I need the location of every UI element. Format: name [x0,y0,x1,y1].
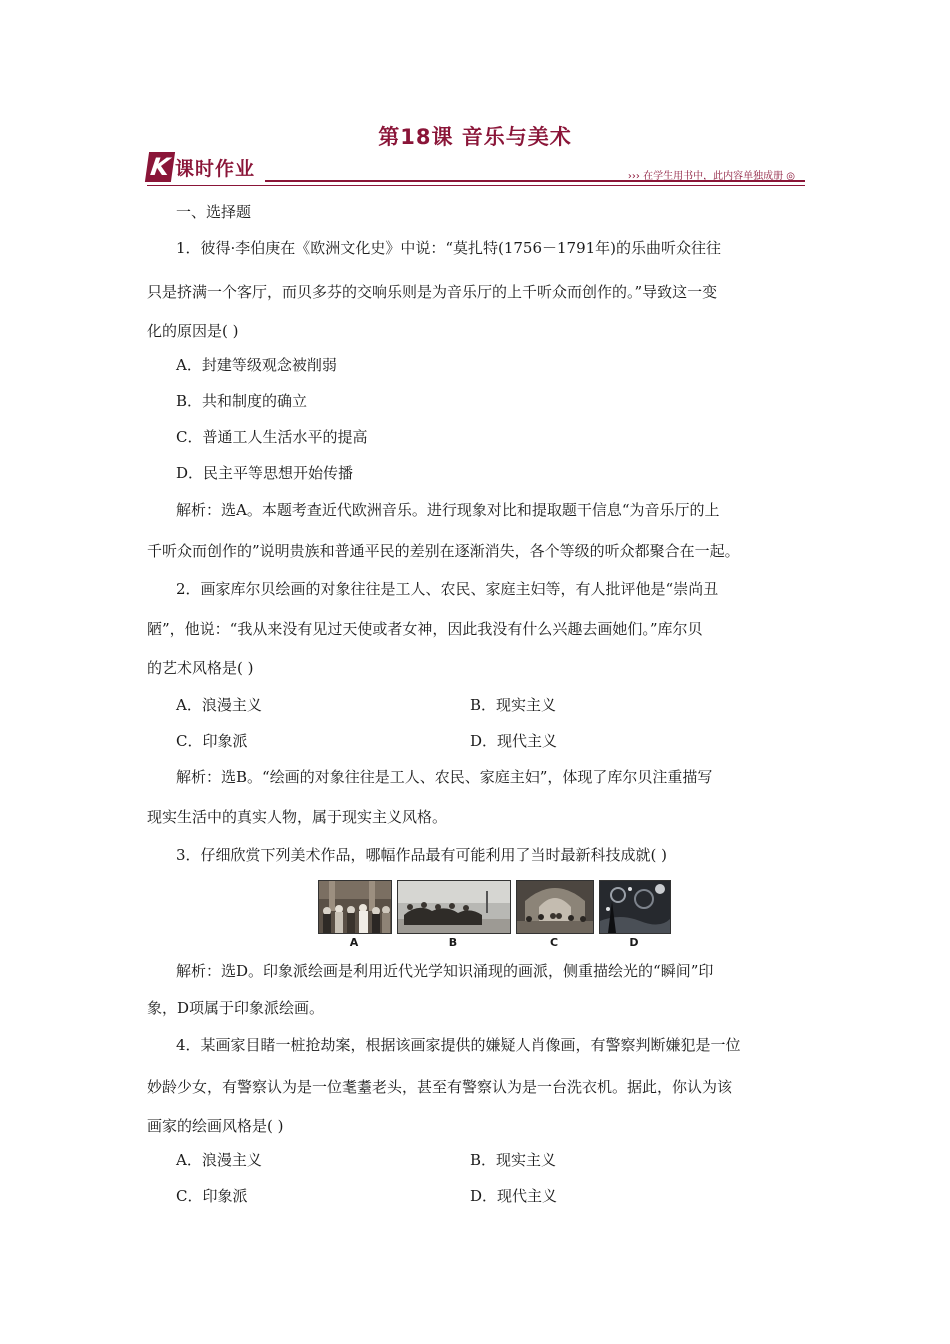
q4-line-3: 画家的绘画风格是( ) [147,1117,284,1135]
artwork-label-d: D [629,936,639,949]
q2-analysis-1: 解析：选B。“绘画的对象往往是工人、农民、家庭主妇”，体现了库尔贝注重描写 [176,768,713,786]
q1-line-2: 只是挤满一个客厅，而贝多芬的交响乐则是为音乐厅的上千听众而创作的。”导致这一变 [147,283,718,301]
q1-option-a: A．封建等级观念被削弱 [176,356,337,374]
q1-option-d: D．民主平等思想开始传播 [176,464,354,482]
q1-line-1: 1．彼得·李伯庚在《欧洲文化史》中说：“莫扎特(1756－1791年)的乐曲听众往往 [176,239,722,257]
q2-option-b: B．现实主义 [470,696,557,714]
section-heading: 一、选择题 [176,203,252,221]
q4-option-b: B．现实主义 [470,1151,557,1169]
artwork-label-a: A [349,936,359,949]
artwork-image-d [599,880,671,934]
q4-option-c: C．印象派 [176,1187,248,1205]
q1-option-b: B．共和制度的确立 [176,392,308,410]
banner-note: ››› 在学生用书中，此内容单独成册 ◎ [627,171,795,182]
q4-option-d: D．现代主义 [470,1187,558,1205]
q2-analysis-2: 现实生活中的真实人物，属于现实主义风格。 [147,808,448,826]
banner-rule-thin [147,185,805,186]
artwork-image-a [318,880,392,934]
q4-line-2: 妙龄少女，有警察认为是一位耄耋老头，甚至有警察认为是一台洗衣机。据此，你认为该 [147,1078,733,1096]
q2-option-a: A．浪漫主义 [176,696,262,714]
artwork-label-b: B [448,936,458,949]
page-title: 第18课 音乐与美术 [378,125,572,149]
artwork-label-c: C [549,936,559,949]
q4-line-1: 4．某画家目睹一桩抢劫案，根据该画家提供的嫌疑人肖像画，有警察判断嫌犯是一位 [176,1036,741,1054]
banner-label: 课时作业 [175,158,256,180]
q1-analysis-2: 千听众而创作的”说明贵族和普通平民的差别在逐渐消失，各个等级的听众都聚合在一起。 [147,542,740,560]
q3-line: 3．仔细欣赏下列美术作品，哪幅作品最有可能利用了当时最新科技成就( ) [176,846,668,864]
q2-option-d: D．现代主义 [470,732,558,750]
q3-analysis-1: 解析：选D。印象派绘画是利用近代光学知识涌现的画派，侧重描绘光的“瞬间”印 [176,962,714,980]
q1-option-c: C．普通工人生活水平的提高 [176,428,368,446]
q1-analysis-1: 解析：选A。本题考查近代欧洲音乐。进行现象对比和提取题干信息“为音乐厅的上 [176,501,720,519]
k-logo-icon: K [145,152,175,182]
q2-line-3: 的艺术风格是( ) [147,659,254,677]
q2-line-2: 陋”，他说：“我从来没有见过天使或者女神，因此我没有什么兴趣去画她们。”库尔贝 [147,620,703,638]
artwork-image-c [516,880,594,934]
q2-option-c: C．印象派 [176,732,248,750]
q2-line-1: 2．画家库尔贝绘画的对象往往是工人、农民、家庭主妇等，有人批评他是“崇尚丑 [176,580,719,598]
q1-line-3: 化的原因是( ) [147,322,239,340]
q4-option-a: A．浪漫主义 [176,1151,262,1169]
q3-analysis-2: 象，D项属于印象派绘画。 [147,999,325,1017]
homework-banner [147,152,805,188]
artwork-images [318,880,678,950]
artwork-image-b [397,880,511,934]
